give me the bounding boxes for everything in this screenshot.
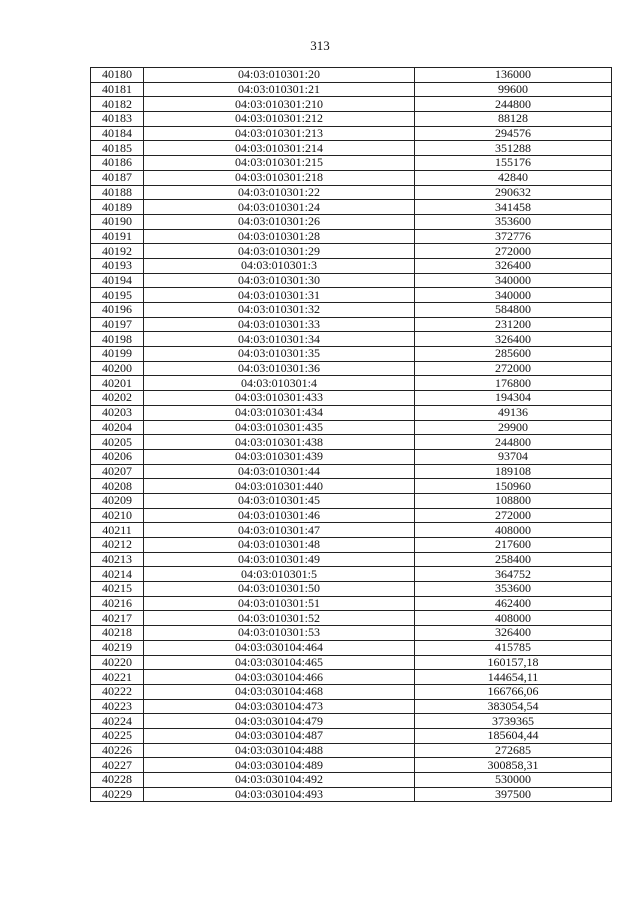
row-number-cell: 40202 [91,391,144,406]
cadastral-number-cell: 04:03:010301:5 [144,567,415,582]
table-row [91,670,612,685]
cadastral-number-cell: 04:03:010301:210 [144,97,415,112]
table-row [91,126,612,141]
value-cell: 326400 [415,332,612,347]
cadastral-number-cell: 04:03:030104:488 [144,743,415,758]
value-cell: 408000 [415,611,612,626]
value-cell: 244800 [415,435,612,450]
row-number-cell: 40192 [91,244,144,259]
row-number-cell: 40183 [91,112,144,127]
value-cell: 108800 [415,493,612,508]
cadastral-number-cell: 04:03:030104:489 [144,758,415,773]
page-number: 313 [310,38,330,53]
row-number-cell: 40180 [91,68,144,83]
table-row [91,200,612,215]
table-row [91,347,612,362]
value-cell: 397500 [415,787,612,802]
value-cell: 341458 [415,200,612,215]
cadastral-number-cell: 04:03:010301:21 [144,82,415,97]
value-cell: 326400 [415,258,612,273]
row-number-cell: 40203 [91,405,144,420]
row-number-cell: 40208 [91,479,144,494]
value-cell: 99600 [415,82,612,97]
cadastral-number-cell: 04:03:010301:52 [144,611,415,626]
value-cell: 3739365 [415,714,612,729]
cadastral-number-cell: 04:03:010301:435 [144,420,415,435]
cadastral-number-cell: 04:03:010301:32 [144,303,415,318]
value-cell: 29900 [415,420,612,435]
table-row [91,376,612,391]
row-number-cell: 40207 [91,464,144,479]
table-row [91,68,612,83]
cadastral-number-cell: 04:03:010301:47 [144,523,415,538]
cadastral-number-cell: 04:03:010301:49 [144,552,415,567]
cadastral-number-cell: 04:03:010301:213 [144,126,415,141]
value-cell: 244800 [415,97,612,112]
cadastral-number-cell: 04:03:010301:51 [144,596,415,611]
table-row [91,479,612,494]
row-number-cell: 40227 [91,758,144,773]
table-row [91,229,612,244]
row-number-cell: 40185 [91,141,144,156]
table-row [91,170,612,185]
table-row [91,582,612,597]
row-number-cell: 40198 [91,332,144,347]
table-row [91,449,612,464]
value-cell: 189108 [415,464,612,479]
value-cell: 93704 [415,449,612,464]
cadastral-number-cell: 04:03:010301:212 [144,112,415,127]
table-row [91,258,612,273]
cadastral-number-cell: 04:03:010301:440 [144,479,415,494]
table-row [91,303,612,318]
table-row [91,552,612,567]
table-row [91,596,612,611]
cadastral-number-cell: 04:03:010301:26 [144,214,415,229]
cadastral-number-cell: 04:03:010301:44 [144,464,415,479]
table-row [91,97,612,112]
table-row [91,728,612,743]
row-number-cell: 40186 [91,156,144,171]
value-cell: 272000 [415,361,612,376]
cadastral-number-cell: 04:03:010301:218 [144,170,415,185]
table-row [91,244,612,259]
row-number-cell: 40216 [91,596,144,611]
table-row [91,214,612,229]
row-number-cell: 40184 [91,126,144,141]
cadastral-number-cell: 04:03:010301:30 [144,273,415,288]
table-row [91,420,612,435]
row-number-cell: 40197 [91,317,144,332]
value-cell: 326400 [415,626,612,641]
table-row [91,435,612,450]
cadastral-number-cell: 04:03:010301:439 [144,449,415,464]
table-row [91,773,612,788]
value-cell: 584800 [415,303,612,318]
table-row [91,391,612,406]
cadastral-number-cell: 04:03:010301:46 [144,508,415,523]
value-cell: 166766,06 [415,684,612,699]
row-number-cell: 40199 [91,347,144,362]
cadastral-number-cell: 04:03:030104:464 [144,640,415,655]
row-number-cell: 40209 [91,493,144,508]
row-number-cell: 40224 [91,714,144,729]
cadastral-number-cell: 04:03:010301:34 [144,332,415,347]
row-number-cell: 40219 [91,640,144,655]
cadastral-number-cell: 04:03:010301:438 [144,435,415,450]
cadastral-number-cell: 04:03:010301:31 [144,288,415,303]
cadastral-number-cell: 04:03:030104:466 [144,670,415,685]
cadastral-number-cell: 04:03:010301:4 [144,376,415,391]
table-row [91,523,612,538]
value-cell: 185604,44 [415,728,612,743]
value-cell: 272000 [415,244,612,259]
row-number-cell: 40215 [91,582,144,597]
cadastral-number-cell: 04:03:010301:434 [144,405,415,420]
row-number-cell: 40211 [91,523,144,538]
row-number-cell: 40201 [91,376,144,391]
value-cell: 340000 [415,273,612,288]
row-number-cell: 40228 [91,773,144,788]
table-row [91,655,612,670]
value-cell: 150960 [415,479,612,494]
table-row [91,141,612,156]
value-cell: 290632 [415,185,612,200]
table-row [91,288,612,303]
row-number-cell: 40200 [91,361,144,376]
value-cell: 372776 [415,229,612,244]
row-number-cell: 40220 [91,655,144,670]
table-row [91,82,612,97]
row-number-cell: 40218 [91,626,144,641]
table-row [91,405,612,420]
row-number-cell: 40190 [91,214,144,229]
value-cell: 144654,11 [415,670,612,685]
table-row [91,493,612,508]
value-cell: 272685 [415,743,612,758]
table-row [91,508,612,523]
row-number-cell: 40226 [91,743,144,758]
table-row [91,538,612,553]
cadastral-number-cell: 04:03:030104:468 [144,684,415,699]
row-number-cell: 40206 [91,449,144,464]
cadastral-number-cell: 04:03:010301:215 [144,156,415,171]
cadastral-number-cell: 04:03:010301:28 [144,229,415,244]
cadastral-number-cell: 04:03:030104:465 [144,655,415,670]
value-cell: 353600 [415,582,612,597]
row-number-cell: 40223 [91,699,144,714]
row-number-cell: 40225 [91,728,144,743]
cadastral-number-cell: 04:03:010301:53 [144,626,415,641]
value-cell: 364752 [415,567,612,582]
cadastral-number-cell: 04:03:010301:20 [144,68,415,83]
value-cell: 42840 [415,170,612,185]
row-number-cell: 40221 [91,670,144,685]
value-cell: 353600 [415,214,612,229]
value-cell: 88128 [415,112,612,127]
value-cell: 176800 [415,376,612,391]
cadastral-number-cell: 04:03:010301:35 [144,347,415,362]
row-number-cell: 40217 [91,611,144,626]
value-cell: 340000 [415,288,612,303]
cadastral-number-cell: 04:03:010301:24 [144,200,415,215]
table-row [91,714,612,729]
cadastral-number-cell: 04:03:010301:433 [144,391,415,406]
cadastral-number-cell: 04:03:030104:473 [144,699,415,714]
row-number-cell: 40182 [91,97,144,112]
row-number-cell: 40181 [91,82,144,97]
table-row [91,684,612,699]
value-cell: 408000 [415,523,612,538]
value-cell: 217600 [415,538,612,553]
table-row [91,332,612,347]
cadastral-number-cell: 04:03:030104:487 [144,728,415,743]
value-cell: 351288 [415,141,612,156]
row-number-cell: 40229 [91,787,144,802]
table-row [91,743,612,758]
table-row [91,640,612,655]
row-number-cell: 40187 [91,170,144,185]
cadastral-number-cell: 04:03:010301:33 [144,317,415,332]
table-row [91,626,612,641]
row-number-cell: 40222 [91,684,144,699]
cadastral-number-cell: 04:03:010301:48 [144,538,415,553]
row-number-cell: 40195 [91,288,144,303]
cadastral-number-cell: 04:03:030104:492 [144,773,415,788]
table-row [91,185,612,200]
row-number-cell: 40196 [91,303,144,318]
row-number-cell: 40194 [91,273,144,288]
value-cell: 462400 [415,596,612,611]
cadastral-number-cell: 04:03:030104:479 [144,714,415,729]
cadastral-number-cell: 04:03:010301:50 [144,582,415,597]
cadastral-value-table [90,67,612,802]
value-cell: 160157,18 [415,655,612,670]
table-row [91,787,612,802]
row-number-cell: 40205 [91,435,144,450]
cadastral-number-cell: 04:03:010301:22 [144,185,415,200]
value-cell: 272000 [415,508,612,523]
row-number-cell: 40188 [91,185,144,200]
value-cell: 300858,31 [415,758,612,773]
value-cell: 530000 [415,773,612,788]
row-number-cell: 40210 [91,508,144,523]
row-number-cell: 40213 [91,552,144,567]
table-row [91,361,612,376]
table-row [91,273,612,288]
value-cell: 258400 [415,552,612,567]
cadastral-number-cell: 04:03:010301:214 [144,141,415,156]
row-number-cell: 40191 [91,229,144,244]
value-cell: 194304 [415,391,612,406]
table-row [91,758,612,773]
value-cell: 285600 [415,347,612,362]
row-number-cell: 40204 [91,420,144,435]
cadastral-number-cell: 04:03:010301:45 [144,493,415,508]
table-row [91,156,612,171]
cadastral-number-cell: 04:03:010301:3 [144,258,415,273]
cadastral-number-cell: 04:03:030104:493 [144,787,415,802]
value-cell: 155176 [415,156,612,171]
value-cell: 294576 [415,126,612,141]
table-row [91,567,612,582]
value-cell: 415785 [415,640,612,655]
row-number-cell: 40193 [91,258,144,273]
table-row [91,611,612,626]
row-number-cell: 40189 [91,200,144,215]
row-number-cell: 40214 [91,567,144,582]
value-cell: 49136 [415,405,612,420]
cadastral-number-cell: 04:03:010301:29 [144,244,415,259]
table-row [91,317,612,332]
value-cell: 383054,54 [415,699,612,714]
row-number-cell: 40212 [91,538,144,553]
table-body [91,68,612,802]
table-row [91,112,612,127]
cadastral-number-cell: 04:03:010301:36 [144,361,415,376]
value-cell: 136000 [415,68,612,83]
value-cell: 231200 [415,317,612,332]
table-row [91,699,612,714]
table-row [91,464,612,479]
